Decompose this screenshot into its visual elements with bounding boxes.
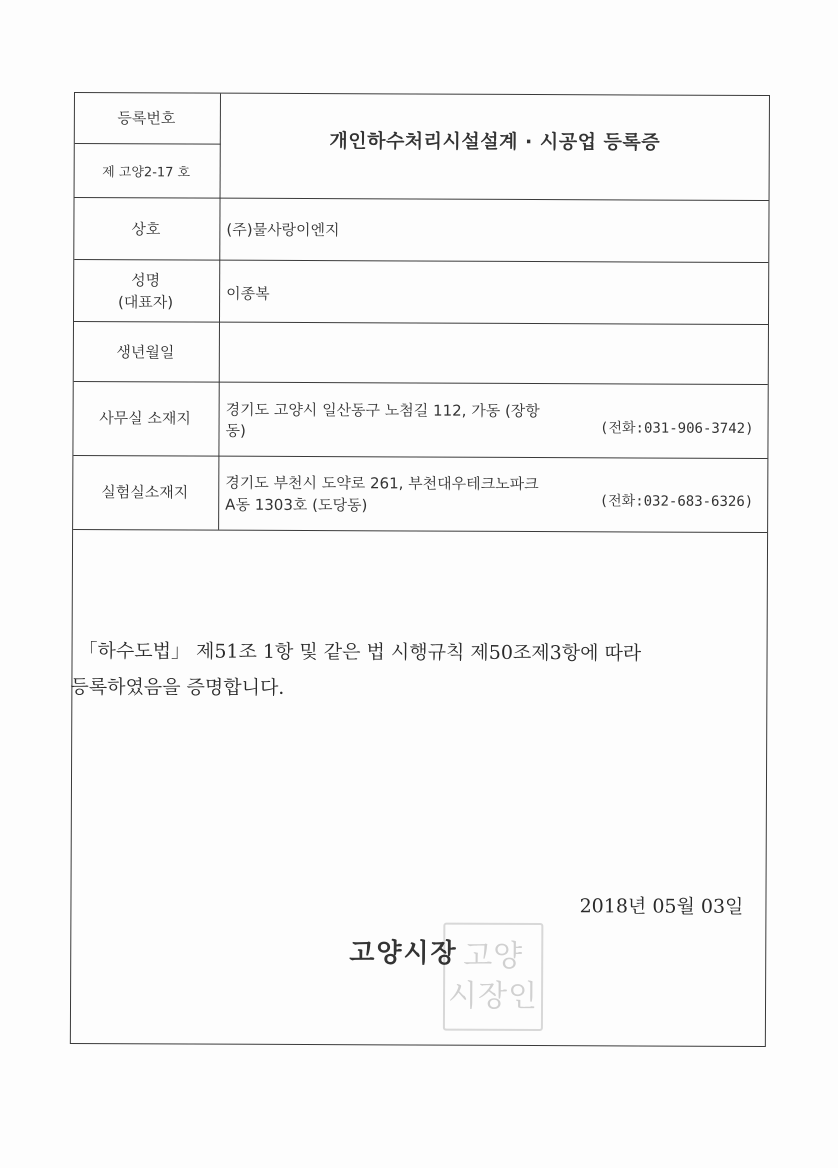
office-address-line2: 동)	[225, 421, 246, 440]
company-name-value: (주)물사랑이엔지	[226, 220, 340, 240]
regno-divider	[75, 143, 221, 145]
row-divider	[73, 529, 767, 533]
issue-date: 2018년 05월 03일	[579, 895, 744, 918]
representative-value: 이종복	[226, 284, 270, 303]
statement-line-1: 「하수도법」 제51조 1항 및 같은 법 시행규칙 제50조제3항에 따라	[78, 640, 642, 665]
issuer-name: 고양시장	[349, 938, 458, 969]
registration-number-label: 등록번호	[117, 109, 176, 128]
row-divider	[74, 381, 768, 385]
row-divider	[74, 321, 768, 325]
representative-label: 성명	[131, 271, 161, 290]
certificate-frame	[70, 92, 770, 1047]
lab-phone: (전화:032-683-6326)	[599, 493, 754, 510]
row-divider	[73, 455, 767, 459]
lab-address-label: 실험실소재지	[101, 483, 189, 502]
registration-number-value: 제 고양2-17 호	[102, 165, 191, 181]
representative-sublabel: (대표자)	[117, 293, 174, 312]
row-divider	[74, 259, 768, 263]
certification-statement	[70, 633, 760, 708]
office-address-label: 사무실 소재지	[99, 409, 191, 428]
statement-line-2: 등록하였음을 증명합니다.	[70, 675, 285, 699]
office-phone: (전화:031-906-3742)	[600, 420, 754, 437]
seal-line-2: 시장인	[447, 978, 539, 1015]
certificate-title: 개인하수처리시설설계 · 시공업 등록증	[329, 130, 661, 154]
lab-address-line1: 경기도 부천시 도약로 261, 부천대우테크노파크	[225, 473, 539, 494]
seal-line-1: 고양	[463, 938, 524, 974]
office-address-line1: 경기도 고양시 일산동구 노첨길 112, 가동 (장항	[225, 400, 540, 421]
official-seal	[443, 923, 543, 1031]
row-divider	[75, 197, 769, 201]
column-divider	[218, 94, 221, 530]
birth-date-label: 생년월일	[116, 343, 175, 362]
lab-address-line2: A동 1303호 (도당동)	[225, 495, 368, 515]
company-name-label: 상호	[131, 220, 161, 239]
